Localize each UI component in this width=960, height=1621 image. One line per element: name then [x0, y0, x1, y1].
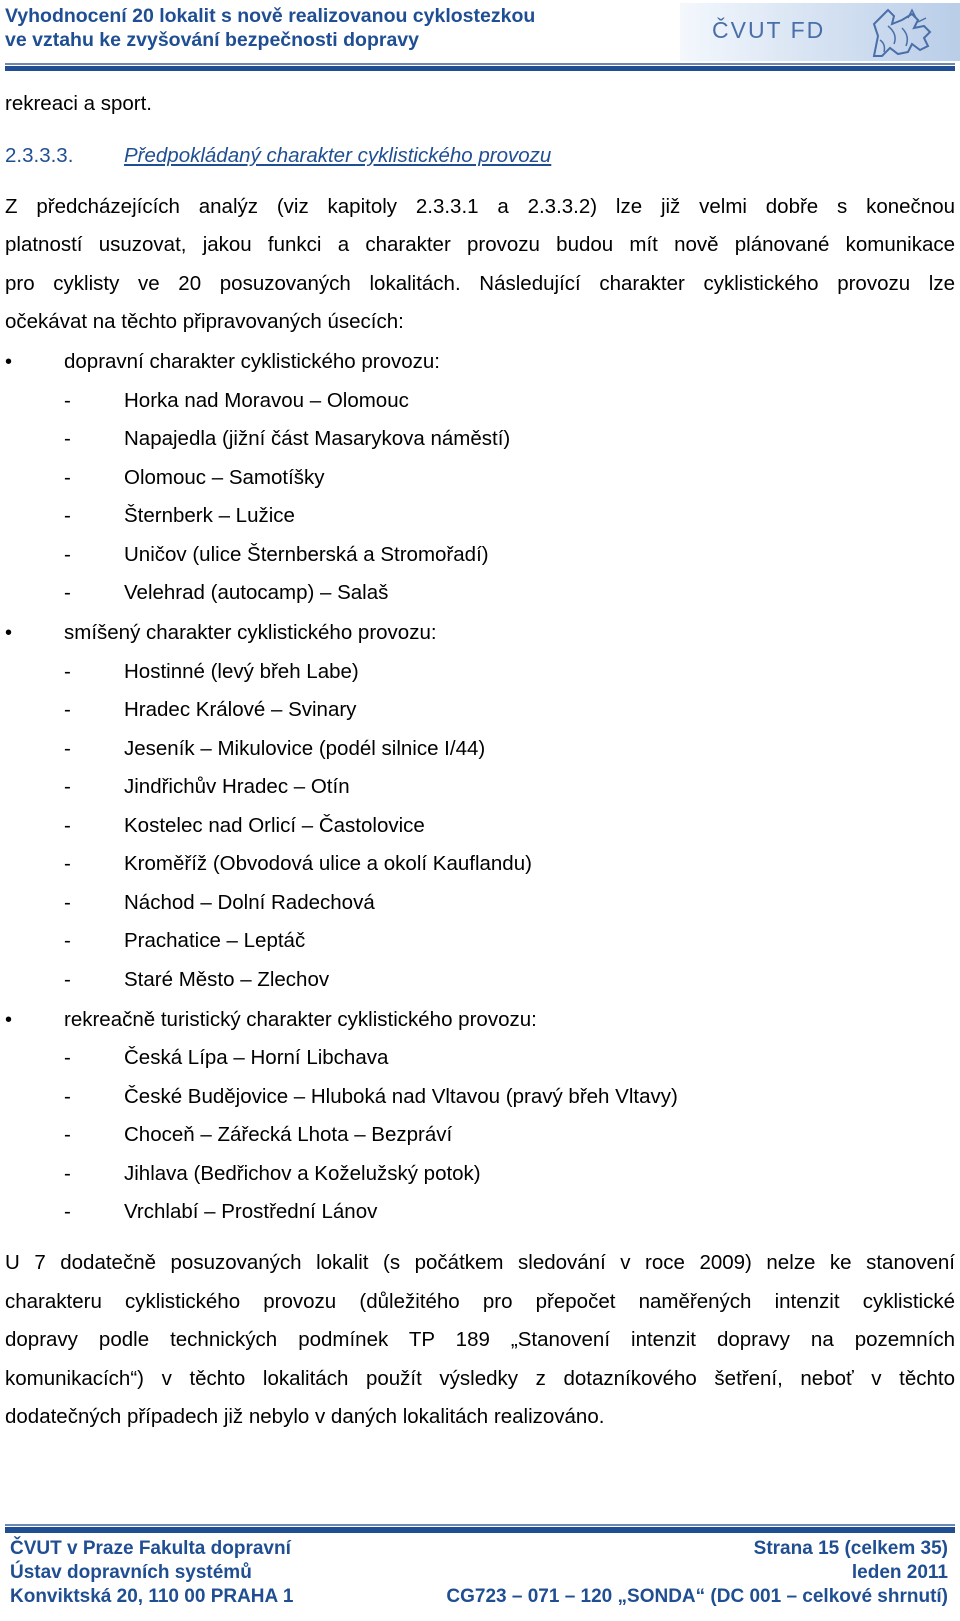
paragraph1-line: pro cyklisty ve 20 posuzovaných lokalitách. Následující charakter cyklistického provozu lze [5, 272, 955, 295]
footer-left-line: ČVUT v Praze Fakulta dopravní [10, 1538, 291, 1559]
list-item: Uničov (ulice Šternberská a Stromořadí) [124, 543, 489, 566]
list-item: Prachatice – Leptáč [124, 929, 306, 952]
footer-divider-thin [5, 1524, 955, 1526]
list-item: Olomouc – Samotíšky [124, 466, 325, 489]
list-item: Šternberk – Lužice [124, 504, 295, 527]
dash-icon: - [64, 660, 71, 683]
intro-tail-text: rekreaci a sport. [5, 92, 152, 115]
paragraph1-line: platností usuzovat, jakou funkci a charakter provozu budou mít nově plánované komunikace [5, 233, 955, 256]
lion-emblem-icon [868, 6, 938, 58]
paragraph2-line: charakteru cyklistického provozu (důležitého pro přepočet naměřených intenzit cyklistické [5, 1290, 955, 1313]
footer-project-code: CG723 – 071 – 120 „SONDA“ (DC 001 – celkové shrnutí) [446, 1586, 948, 1607]
header-title-line1: Vyhodnocení 20 lokalit s nově realizovanou cyklostezkou [5, 5, 536, 27]
list-item: Horka nad Moravou – Olomouc [124, 389, 409, 412]
dash-icon: - [64, 504, 71, 527]
dash-icon: - [64, 929, 71, 952]
dash-icon: - [64, 543, 71, 566]
section-heading: Předpokládaný charakter cyklistického provozu [124, 144, 552, 167]
footer-left-line: Konviktská 20, 110 00 PRAHA 1 [10, 1586, 294, 1607]
footer-date: leden 2011 [851, 1562, 948, 1583]
dash-icon: - [64, 466, 71, 489]
header-divider-thick [5, 66, 955, 71]
dash-icon: - [64, 814, 71, 837]
header-title-line2: ve vztahu ke zvyšování bezpečnosti dopravy [5, 29, 419, 51]
list-item: České Budějovice – Hluboká nad Vltavou (pravý břeh Vltavy) [124, 1085, 678, 1108]
category-label: smíšený charakter cyklistického provozu: [64, 621, 437, 644]
dash-icon: - [64, 737, 71, 760]
dash-icon: - [64, 775, 71, 798]
dash-icon: - [64, 581, 71, 604]
paragraph1-line: očekávat na těchto připravovaných úsecích: [5, 310, 404, 333]
header-divider-thin [5, 63, 955, 65]
footer-page-number: Strana 15 (celkem 35) [753, 1538, 948, 1559]
dash-icon: - [64, 968, 71, 991]
category-label: rekreačně turistický charakter cyklistického provozu: [64, 1008, 537, 1031]
list-item: Česká Lípa – Horní Libchava [124, 1046, 389, 1069]
list-item: Napajedla (jižní část Masarykova náměstí) [124, 427, 511, 450]
header-title [5, 4, 645, 52]
bullet-icon: • [5, 622, 13, 644]
paragraph1-line: Z předcházejících analýz (viz kapitoly 2.3.3.1 a 2.3.3.2) lze již velmi dobře s konečnou [5, 195, 955, 218]
dash-icon: - [64, 698, 71, 721]
dash-icon: - [64, 1200, 71, 1223]
paragraph2-line: komunikacích“) v těchto lokalitách použít výsledky z dotazníkového šetření, neboť v těchto [5, 1367, 955, 1390]
list-item: Staré Město – Zlechov [124, 968, 330, 991]
dash-icon: - [64, 389, 71, 412]
list-item: Vrchlabí – Prostřední Lánov [124, 1200, 378, 1223]
dash-icon: - [64, 1162, 71, 1185]
dash-icon: - [64, 891, 71, 914]
logo-text: ČVUT FD [712, 17, 826, 43]
list-item: Náchod – Dolní Radechová [124, 891, 375, 914]
dash-icon: - [64, 852, 71, 875]
paragraph2-line: U 7 dodatečně posuzovaných lokalit (s počátkem sledování v roce 2009) nelze ke stanovení [5, 1251, 955, 1274]
list-item: Hostinné (levý břeh Labe) [124, 660, 359, 683]
list-item: Jihlava (Bedřichov a Koželužský potok) [124, 1162, 481, 1185]
dash-icon: - [64, 427, 71, 450]
paragraph2-line: dopravy podle technických podmínek TP 189 „Stanovení intenzit dopravy na pozemních [5, 1328, 955, 1351]
list-item: Velehrad (autocamp) – Salaš [124, 581, 389, 604]
page-header [5, 0, 955, 72]
bullet-icon: • [5, 1009, 13, 1031]
bullet-icon: • [5, 351, 13, 373]
list-item: Jindřichův Hradec – Otín [124, 775, 350, 798]
paragraph2-line: dodatečných případech již nebylo v daných lokalitách realizováno. [5, 1405, 605, 1428]
footer-left-line: Ústav dopravních systémů [10, 1562, 252, 1583]
list-item: Kostelec nad Orlicí – Častolovice [124, 814, 425, 837]
category-label: dopravní charakter cyklistického provozu: [64, 350, 441, 373]
section-number: 2.3.3.3. [5, 144, 74, 167]
list-item: Jeseník – Mikulovice (podél silnice I/44) [124, 737, 486, 760]
footer-divider-thick [5, 1527, 955, 1533]
list-item: Choceň – Zářecká Lhota – Bezpráví [124, 1123, 453, 1146]
list-item: Hradec Králové – Svinary [124, 698, 357, 721]
dash-icon: - [64, 1046, 71, 1069]
dash-icon: - [64, 1085, 71, 1108]
dash-icon: - [64, 1123, 71, 1146]
cvut-fd-logo [680, 3, 960, 61]
footer-page-info [328, 1537, 948, 1609]
list-item: Kroměříž (Obvodová ulice a okolí Kauflandu) [124, 852, 532, 875]
